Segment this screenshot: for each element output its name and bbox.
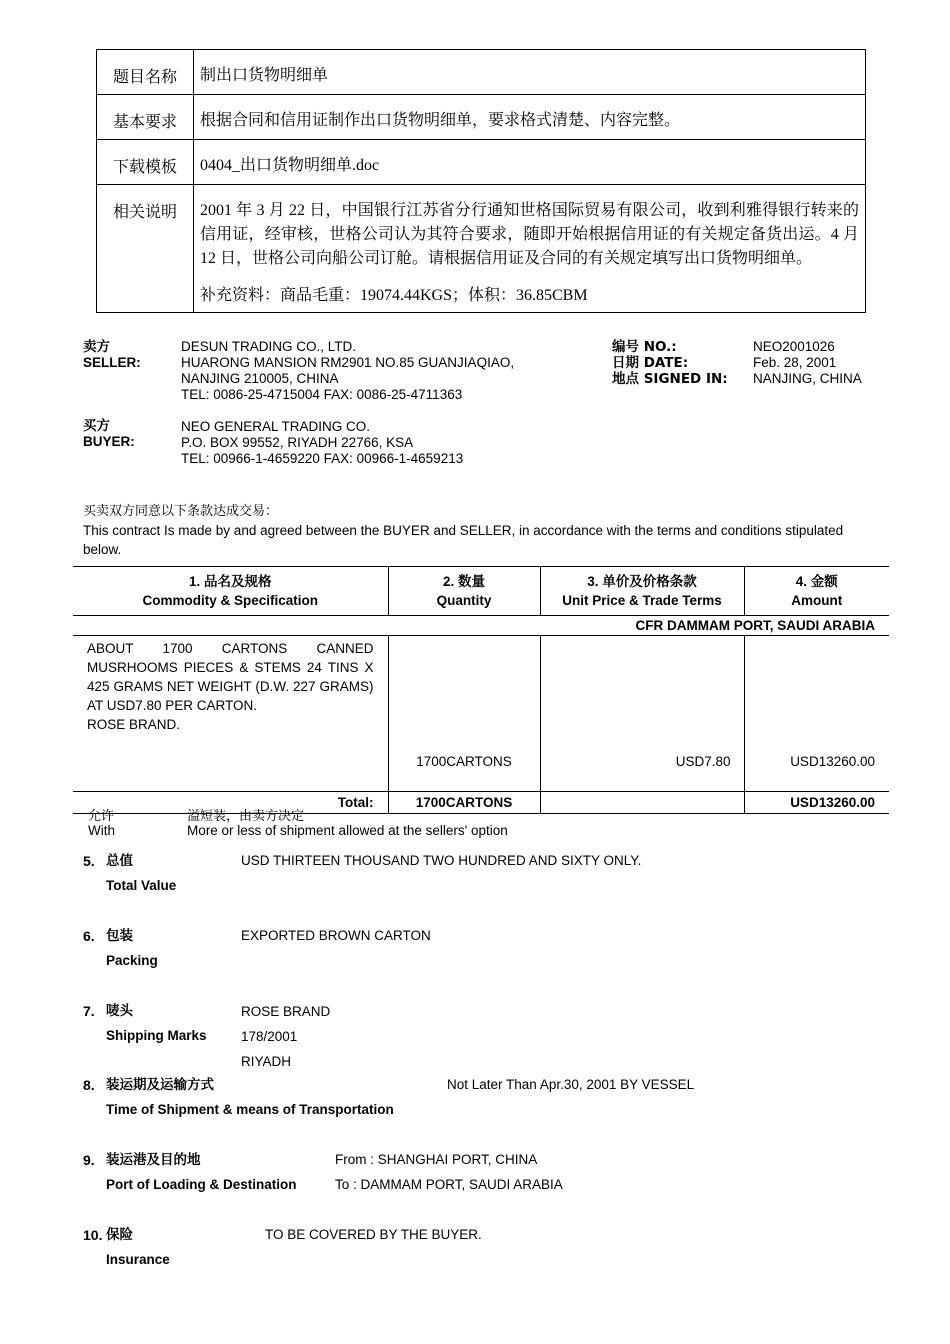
clause10-label-en: Insurance <box>106 1252 170 1267</box>
task-row-notes <box>97 185 866 313</box>
clause10-label-cn: 保险 <box>106 1227 133 1243</box>
clause6-label-cn: 包装 <box>106 928 133 944</box>
title-label: 题目名称 <box>97 50 194 95</box>
notes-value <box>194 185 866 313</box>
clause7-label-en: Shipping Marks <box>106 1028 207 1043</box>
goods-header-row <box>73 567 889 616</box>
contract-meta-labels <box>612 339 728 387</box>
clause6-number: 6. <box>83 928 95 944</box>
header-commodity <box>73 567 388 616</box>
notes-label: 相关说明 <box>97 185 194 313</box>
clause8-value: Not Later Than Apr.30, 2001 BY VESSEL <box>447 1077 695 1092</box>
contract-no-label: 编号 NO.: <box>612 339 677 355</box>
clause9-label-en: Port of Loading & Destination <box>106 1177 297 1192</box>
commodity-brand: ROSE BRAND. <box>87 717 181 732</box>
goods-item-row <box>73 636 889 792</box>
total-amount: USD13260.00 <box>744 792 889 814</box>
task-row-requirement <box>97 95 866 140</box>
clause10-number: 10. <box>83 1227 103 1243</box>
clause5-label-cn: 总值 <box>106 853 133 869</box>
clause10-label <box>106 1227 170 1268</box>
header-quantity-en: Quantity <box>436 593 492 608</box>
shipping-mark-line2: 178/2001 <box>241 1029 298 1044</box>
total-price-empty <box>540 792 744 814</box>
buyer-name: NEO GENERAL TRADING CO. <box>181 419 371 434</box>
header-commodity-cn: 1. 品名及规格 <box>188 574 272 589</box>
contract-place-label: 地点 SIGNED IN: <box>612 371 728 387</box>
item-quantity: 1700CARTONS <box>388 636 540 792</box>
clause8-number: 8. <box>83 1077 95 1093</box>
total-quantity: 1700CARTONS <box>388 792 540 814</box>
task-row-title <box>97 50 866 95</box>
agreement-cn: 买卖双方同意以下条款达成交易： <box>83 503 279 518</box>
seller-name: DESUN TRADING CO., LTD. <box>181 339 357 354</box>
header-amount <box>744 567 889 616</box>
clause6-label <box>106 928 158 969</box>
clause7-label-cn: 唛头 <box>106 1003 133 1019</box>
seller-address-line1: HUARONG MANSION RM2901 NO.85 GUANJIAQIAO, <box>181 355 515 370</box>
clause9-label <box>106 1152 297 1193</box>
header-quantity-cn: 2. 数量 <box>442 574 485 589</box>
seller-address-line2: NANJING 210005, CHINA <box>181 371 339 386</box>
seller-label <box>83 339 141 371</box>
total-label: Total: <box>73 792 388 814</box>
commodity-description <box>73 636 388 792</box>
requirement-label: 基本要求 <box>97 95 194 140</box>
notes-paragraph: 2001 年 3 月 22 日，中国银行江苏省分行通知世格国际贸易有限公司，收到利雅得银行转来的信用证，经审核，世格公司认为其符合要求，随即开始根据信用证的有关规定备货出运。4 月 12 日，世格公司向船公司订舱。请根据信用证及合同的有关规定填写出口货物明细单。 <box>200 202 859 267</box>
clause9-values <box>335 1152 563 1193</box>
item-amount: USD13260.00 <box>744 636 889 792</box>
contract-meta-values <box>753 339 862 387</box>
allowance-label-en: With <box>88 823 115 838</box>
download-label: 下载模板 <box>97 140 194 185</box>
header-amount-en: Amount <box>791 593 843 608</box>
clause6-label-en: Packing <box>106 953 158 968</box>
commodity-text: ABOUT 1700 CARTONS CANNED MUSRHOOMS PIECES & STEMS 24 TINS X 425 GRAMS NET WEIGHT (D.W. 227 GRAMS) AT USD7.80 PER CARTON. <box>87 641 374 713</box>
clause8-label <box>106 1077 394 1118</box>
clause5-number: 5. <box>83 853 95 869</box>
seller-label-en: SELLER: <box>83 355 141 370</box>
clause7-number: 7. <box>83 1003 95 1019</box>
clause8-label-en: Time of Shipment & means of Transportation <box>106 1102 394 1117</box>
shipping-mark-line3: RIYADH <box>241 1054 292 1069</box>
header-amount-cn: 4. 金额 <box>795 574 838 589</box>
buyer-label-cn: 买方 <box>83 418 110 434</box>
seller-tel-fax: TEL: 0086-25-4715004 FAX: 0086-25-4711363 <box>181 387 463 402</box>
port-of-destination: To : DAMMAM PORT, SAUDI ARABIA <box>335 1177 563 1192</box>
header-unit-price-cn: 3. 单价及价格条款 <box>587 574 697 589</box>
contract-date-label: 日期 DATE: <box>612 355 689 371</box>
buyer-details <box>181 419 463 467</box>
contract-date-value: Feb. 28, 2001 <box>753 355 837 370</box>
agreement-en: This contract Is made by and agreed between the BUYER and SELLER, in accordance with the terms and conditions stipulated below. <box>83 523 844 557</box>
allowance-text-en: More or less of shipment allowed at the sellers' option <box>187 823 508 838</box>
seller-label-cn: 卖方 <box>83 339 110 355</box>
port-of-loading: From : SHANGHAI PORT, CHINA <box>335 1152 538 1167</box>
contract-no-value: NEO2001026 <box>753 339 835 354</box>
header-commodity-en: Commodity & Specification <box>142 593 319 608</box>
shipping-mark-line1: ROSE BRAND <box>241 1004 331 1019</box>
task-row-download <box>97 140 866 185</box>
download-template-link[interactable]: 0404_出口货物明细单.doc <box>194 140 866 185</box>
goods-table <box>73 566 889 814</box>
seller-details <box>181 339 514 403</box>
buyer-label <box>83 418 135 450</box>
clause9-number: 9. <box>83 1152 95 1168</box>
item-unit-price: USD7.80 <box>540 636 744 792</box>
clause5-value: USD THIRTEEN THOUSAND TWO HUNDRED AND SIXTY ONLY. <box>241 853 642 868</box>
clause6-value: EXPORTED BROWN CARTON <box>241 928 431 943</box>
notes-supplement: 补充资料：商品毛重：19074.44KGS；体积：36.85CBM <box>200 287 588 304</box>
task-table <box>96 49 866 313</box>
buyer-address: P.O. BOX 99552, RIYADH 22766, KSA <box>181 435 414 450</box>
contract-place-value: NANJING, CHINA <box>753 371 862 386</box>
clause8-label-cn: 装运期及运输方式 <box>106 1077 214 1093</box>
allowance-text-cn: 溢短装，由卖方决定 <box>187 808 305 823</box>
header-unit-price-en: Unit Price & Trade Terms <box>562 593 722 608</box>
title-value: 制出口货物明细单 <box>194 50 866 95</box>
header-quantity <box>388 567 540 616</box>
header-unit-price <box>540 567 744 616</box>
requirement-value: 根据合同和信用证制作出口货物明细单，要求格式清楚、内容完整。 <box>194 95 866 140</box>
clause7-label <box>106 1003 207 1044</box>
clause10-value: TO BE COVERED BY THE BUYER. <box>265 1227 482 1242</box>
clause5-label <box>106 853 176 894</box>
trade-term-row <box>73 616 889 636</box>
buyer-label-en: BUYER: <box>83 434 135 449</box>
trade-term: CFR DAMMAM PORT, SAUDI ARABIA <box>73 616 889 636</box>
allowance-label-cn: 允许 <box>88 808 115 823</box>
clause5-label-en: Total Value <box>106 878 177 893</box>
clause9-label-cn: 装运港及目的地 <box>106 1152 201 1168</box>
buyer-tel-fax: TEL: 00966-1-4659220 FAX: 00966-1-4659213 <box>181 451 464 466</box>
clause7-values <box>241 999 330 1074</box>
